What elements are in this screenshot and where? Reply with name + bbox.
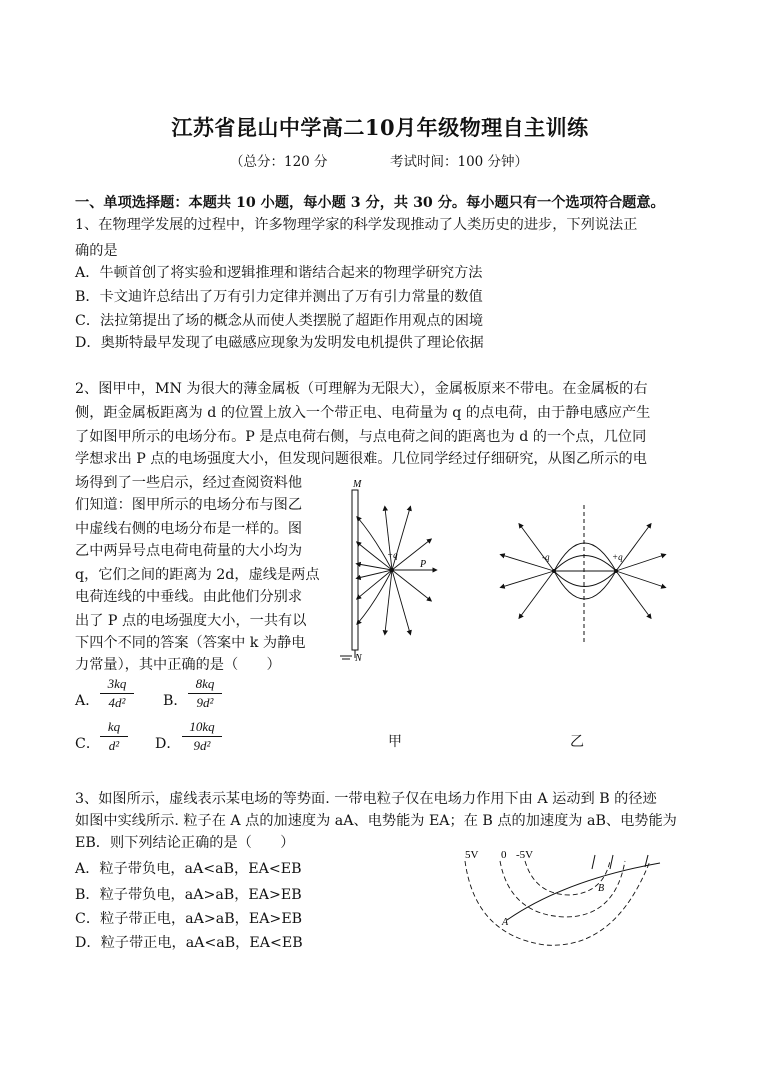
label-minus-q: -q	[542, 552, 550, 562]
q3-option-b: B．粒子带负电，aA>aB，EA>EB	[75, 887, 302, 903]
q2-option-c-label: C．	[75, 736, 101, 752]
q2-option-a-label: A．	[75, 693, 100, 709]
figure-equipotential	[455, 845, 675, 960]
q3-option-c: C．粒子带正电，aA>aB，EA>EB	[75, 911, 303, 927]
equipotential-lines	[465, 861, 650, 945]
q3-option-a: A．粒子带负电，aA<aB，EA<EB	[75, 861, 302, 877]
trajectory	[507, 863, 660, 920]
q2-option-b-label: B．	[163, 693, 188, 709]
q3-stem-3: EB．则下列结论正确的是（ ）	[75, 835, 295, 851]
label-b: B	[598, 883, 605, 894]
q3-option-d: D．粒子带正电，aA<aB，EA<EB	[75, 935, 303, 951]
q2-narrow-1: 场得到了一些启示，经过查阅资料他	[75, 475, 303, 491]
q2-option-a-num: 3kq	[100, 676, 134, 694]
q2-stem-4: 学想求出 P 点的电场强度大小，但发现问题很难。几位同学经过仔细研究，从图乙所示的电	[75, 451, 647, 467]
positive-charge	[614, 569, 618, 573]
q2-option-d-num: 10kq	[182, 719, 222, 737]
q1-option-b: B．卡文迪许总结出了万有引力定律并测出了万有引力常量的数值	[75, 289, 483, 305]
q1-stem-1: 1、在物理学发展的过程中，许多物理学家的科学发现推动了人类历史的进步，下列说法正	[75, 217, 638, 233]
label-n: N	[355, 653, 362, 664]
q1-option-a: A．牛顿首创了将实验和逻辑推理和谐结合起来的物理学研究方法	[75, 265, 483, 281]
total-score: （总分：120 分	[230, 154, 328, 170]
q2-option-d-fraction	[182, 719, 222, 754]
label-minus5v: -5V	[516, 849, 534, 861]
q2-option-d-label: D．	[155, 736, 181, 752]
tick-1	[592, 855, 595, 869]
q2-option-c-num: kq	[100, 719, 128, 737]
q1-option-d: D．奥斯特最早发现了电磁感应现象为发明发电机提供了理论依据	[75, 335, 484, 351]
q1-option-c: C．法拉第提出了场的概念从而使人类摆脱了超距作用观点的困境	[75, 313, 484, 329]
figure-yi	[492, 505, 672, 645]
q2-narrow-6: 电荷连线的中垂线。由此他们分别求	[75, 589, 303, 605]
tick-2	[610, 855, 613, 869]
q2-stem-2: 侧，距金属板距离为 d 的位置上放入一个带正电、电荷量为 q 的点电荷，由于静电感应产生	[75, 405, 651, 421]
q2-option-a-fraction	[100, 676, 134, 711]
label-p: P	[420, 559, 427, 570]
q2-option-b-fraction	[188, 676, 222, 711]
metal-plate	[352, 490, 358, 650]
caption-yi: 乙	[570, 734, 584, 750]
q2-narrow-3: 中虚线右侧的电场分布是一样的。图	[75, 521, 303, 537]
q2-option-a-den: 4d²	[108, 695, 126, 710]
dipole-field-lines	[502, 525, 664, 617]
q2-narrow-7: 出了 P 点的电场强度大小，一共有以	[75, 613, 307, 629]
q2-option-b-num: 8kq	[188, 676, 222, 694]
q3-stem-1: 3、如图所示，虚线表示某电场的等势面. 一带电粒子仅在电场力作用下由 A 运动到 B 的径迹	[75, 791, 657, 807]
point-charge	[390, 568, 394, 572]
label-5v: 5V	[465, 849, 479, 861]
caption-jia: 甲	[388, 734, 402, 750]
exam-time: 考试时间：100 分钟）	[390, 154, 529, 170]
q2-option-d-den: 9d²	[193, 738, 211, 753]
page-title: 江苏省昆山中学高二10月年级物理自主训练	[171, 115, 589, 140]
q2-narrow-2: 们知道：图甲所示的电场分布与图乙	[75, 497, 303, 513]
q2-narrow-9: 力常量），其中正确的是（ ）	[75, 657, 281, 673]
label-plus-q: +q	[387, 550, 398, 560]
q3-stem-2: 如图中实线所示. 粒子在 A 点的加速度为 aA、电势能为 EA；在 B 点的加速度为 aB、电势能为	[75, 813, 677, 829]
negative-charge	[552, 569, 556, 573]
label-a: A	[502, 917, 509, 928]
q1-stem-2: 确的是	[75, 243, 118, 259]
label-plus-q-yi: +q	[612, 552, 623, 562]
q2-stem-3: 了如图甲所示的电场分布。P 是点电荷右侧，与点电荷之间的距离也为 d 的一个点，几位同	[75, 429, 647, 445]
q2-option-c-fraction	[100, 719, 128, 754]
q2-narrow-5: q，它们之间的距离为 2d，虚线是两点	[75, 567, 320, 583]
section-heading: 一、单项选择题：本题共 10 小题，每小题 3 分，共 30 分。每小题只有一个选项符合题意。	[75, 195, 665, 211]
label-m: M	[353, 479, 362, 490]
q2-narrow-8: 下四个不同的答案（答案中 k 为静电	[75, 635, 306, 651]
q2-option-b-den: 9d²	[196, 695, 214, 710]
figure-jia	[330, 478, 460, 668]
q2-option-c-den: d²	[108, 738, 120, 753]
label-0v: 0	[501, 849, 507, 861]
q2-stem-1: 2、图甲中，MN 为很大的薄金属板（可理解为无限大），金属板原来不带电。在金属板的右	[75, 381, 648, 397]
q2-narrow-4: 乙中两异号点电荷电荷量的大小均为	[75, 543, 303, 559]
field-lines	[358, 508, 435, 633]
